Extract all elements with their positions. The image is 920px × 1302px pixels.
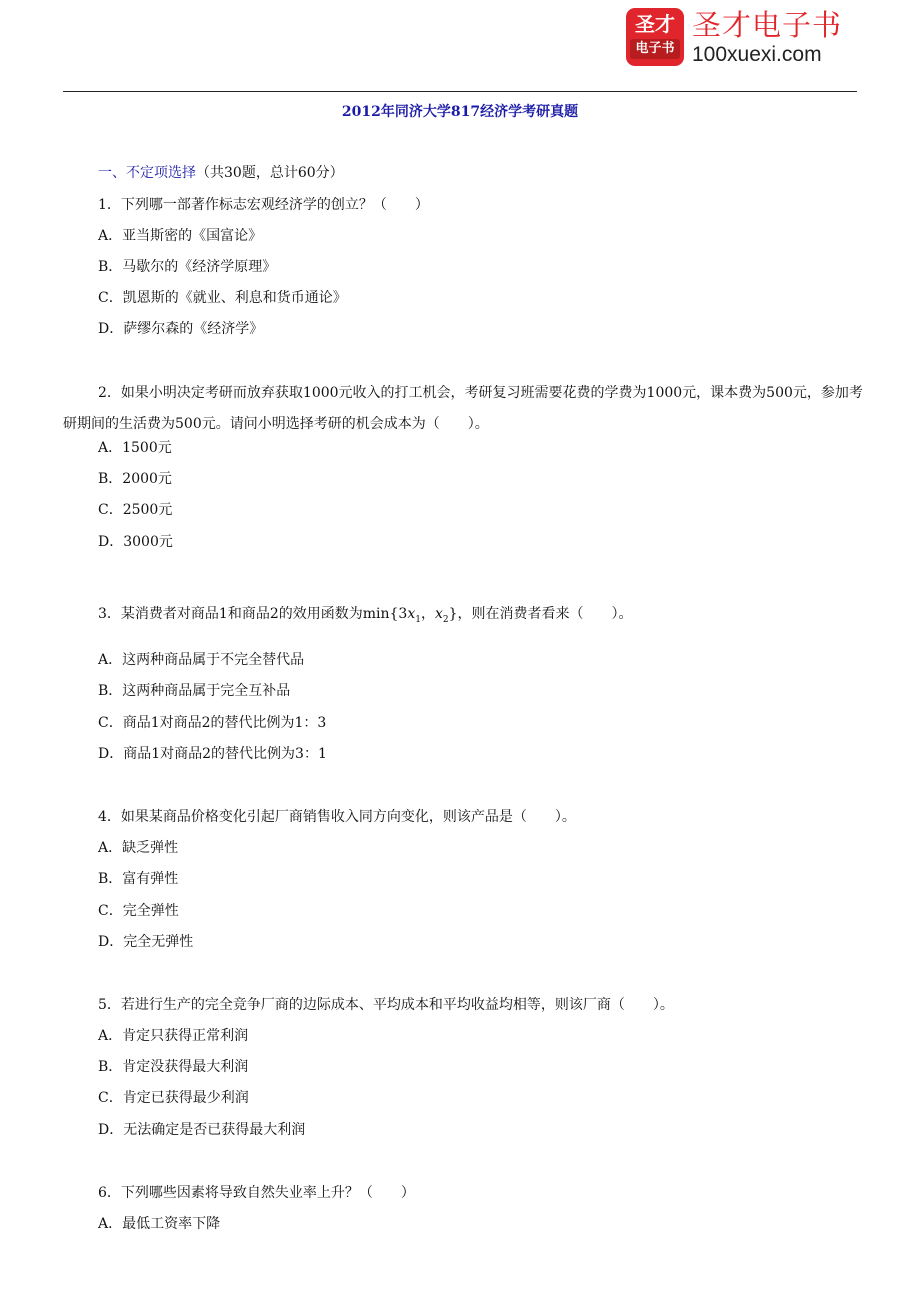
question-5-option-d: D．无法确定是否已获得最大利润 xyxy=(98,1122,306,1138)
question-5-option-b: B．肯定没获得最大利润 xyxy=(98,1059,249,1075)
section-label: 一、不定项选择 xyxy=(98,165,196,181)
question-5-stem: 5．若进行生产的完全竞争厂商的边际成本、平均成本和平均收益均相等，则该厂商（ ）。 xyxy=(98,997,674,1013)
question-3-option-d: D．商品1对商品2的替代比例为3：1 xyxy=(98,746,327,762)
question-3-option-b: B．这两种商品属于完全互补品 xyxy=(98,683,291,699)
question-4-option-a: A．缺乏弹性 xyxy=(98,840,179,856)
logo-badge-bottom: 电子书 xyxy=(630,39,680,59)
question-3-stem-pre: 3．某消费者对商品1和商品2的效用函数为 xyxy=(98,606,363,622)
brand-logo[interactable] xyxy=(626,8,896,68)
document-title: 2012年同济大学817经济学考研真题 xyxy=(341,104,579,120)
logo-badge-top: 圣才 xyxy=(635,12,675,36)
logo-name: 圣才电子书 xyxy=(692,8,843,42)
question-2-option-a: A．1500元 xyxy=(98,440,172,456)
question-2-stem: 2．如果小明决定考研而放弃获取1000元收入的打工机会，考研复习班需要花费的学费为1000元，课本费为500元，参加考研期间的生活费为500元。请问小明选择考研的机会成本为（ ）。 xyxy=(63,385,863,432)
question-3-stem xyxy=(98,604,633,630)
section-note: （共30题，总计60分） xyxy=(196,165,344,181)
logo-badge xyxy=(626,8,684,66)
question-1-option-b: B．马歇尔的《经济学原理》 xyxy=(98,259,277,275)
question-4-option-c: C．完全弹性 xyxy=(98,903,179,919)
question-3-option-c: C．商品1对商品2的替代比例为1：3 xyxy=(98,715,327,731)
utility-formula: $\min\{3x_1$，$x_2$} xyxy=(362,606,458,625)
question-2-option-b: B．2000元 xyxy=(98,471,172,487)
question-2-option-d: D．3000元 xyxy=(98,534,173,550)
question-1-option-a: A．亚当斯密的《国富论》 xyxy=(98,228,263,244)
section-heading xyxy=(98,163,344,183)
question-4-stem: 4．如果某商品价格变化引起厂商销售收入同方向变化，则该产品是（ ）。 xyxy=(98,809,576,825)
question-5-option-c: C．肯定已获得最少利润 xyxy=(98,1090,249,1106)
question-3-stem-post: ，则在消费者看来（ ）。 xyxy=(457,606,633,622)
question-4-option-d: D．完全无弹性 xyxy=(98,934,194,950)
question-1-option-d: D．萨缪尔森的《经济学》 xyxy=(98,321,264,337)
question-6-stem: 6．下列哪些因素将导致自然失业率上升？（ ） xyxy=(98,1185,415,1201)
question-3-option-a: A．这两种商品属于不完全替代品 xyxy=(98,652,305,668)
question-1-stem: 1．下列哪一部著作标志宏观经济学的创立？（ ） xyxy=(98,197,429,213)
header-divider xyxy=(63,91,857,92)
question-6-option-a: A．最低工资率下降 xyxy=(98,1216,221,1232)
logo-url[interactable]: 100xuexi.com xyxy=(692,43,822,66)
question-4-option-b: B．富有弹性 xyxy=(98,871,179,887)
question-2-option-c: C．2500元 xyxy=(98,502,173,518)
question-1-option-c: C．凯恩斯的《就业、利息和货币通论》 xyxy=(98,290,347,306)
question-5-option-a: A．肯定只获得正常利润 xyxy=(98,1028,249,1044)
